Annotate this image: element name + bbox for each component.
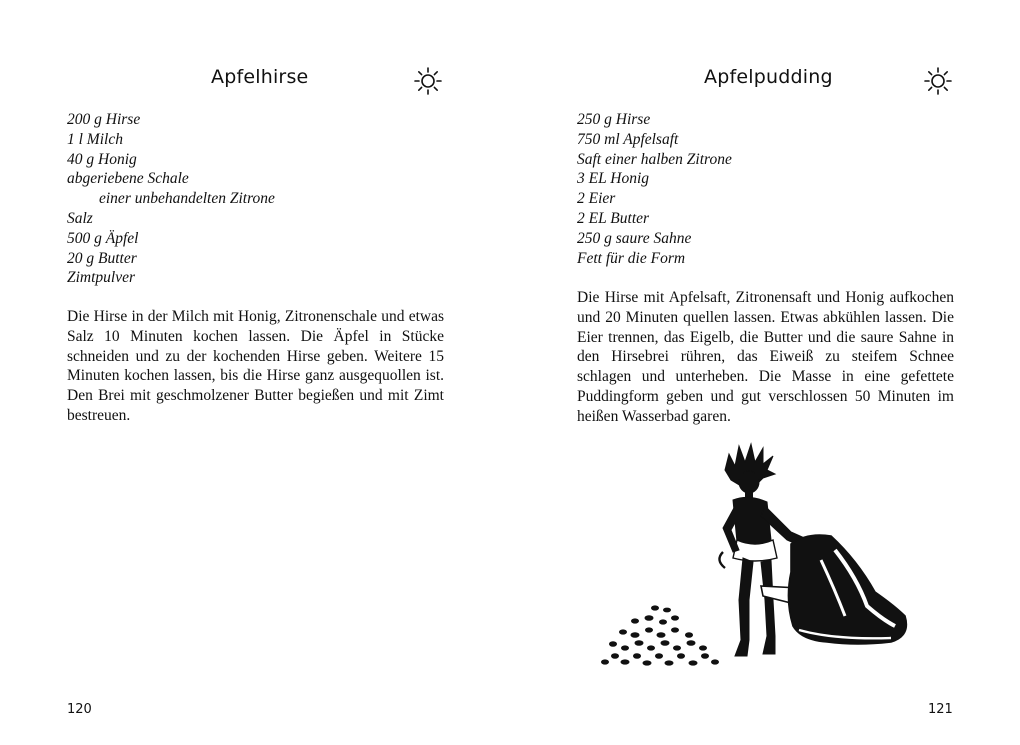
ingredient-list bbox=[577, 110, 732, 268]
ingredient-list bbox=[67, 110, 275, 288]
right-page bbox=[510, 0, 1020, 745]
ingredient-item: 750 ml Apfelsaft bbox=[577, 130, 679, 148]
ingredient-item: Salz bbox=[67, 209, 93, 227]
grain-pile bbox=[601, 605, 719, 665]
sun-icon bbox=[413, 66, 443, 96]
ingredient-item: 2 Eier bbox=[577, 190, 616, 208]
ingredient-item: abgeriebene Schale bbox=[67, 170, 189, 188]
person-pouring-grain-illustration bbox=[595, 440, 915, 672]
ingredient-item: 500 g Äpfel bbox=[67, 229, 139, 247]
ingredient-item: Saft einer halben Zitrone bbox=[577, 150, 732, 168]
ingredient-item: 1 l Milch bbox=[67, 130, 123, 148]
ingredient-item: 200 g Hirse bbox=[67, 111, 141, 128]
ingredient-item: 20 g Butter bbox=[67, 249, 137, 267]
recipe-instructions: Die Hirse in der Milch mit Honig, Zitronenschale und etwas Salz 10 Minuten kochen lassen. Die Äpfel in Stücke schneiden und zu der kochenden Hirse geben. Weitere 15 Minuten kochen lassen, bis die Hirse ganz ausgequollen ist. Den Brei mit geschmolzener Butter begießen und mit Zimt bestreuen. bbox=[67, 308, 444, 424]
page-number: 121 bbox=[928, 702, 953, 717]
grain-sack bbox=[788, 535, 906, 644]
ingredient-item: einer unbehandelten Zitrone bbox=[99, 190, 275, 208]
ingredient-item: Fett für die Form bbox=[577, 249, 686, 267]
ingredient-item: Zimtpulver bbox=[67, 269, 136, 287]
recipe-title: Apfelpudding bbox=[704, 66, 833, 88]
recipe-instructions: Die Hirse mit Apfelsaft, Zitronensaft und Honig aufkochen und 20 Minuten quellen lassen. Etwas abkühlen lassen. Die Eier trennen, das Eigelb, die Butter und die saure Sahne in den Hirsebrei rühren, das Eiweiß zu steifem Schnee schlagen und unterheben. Die Masse in eine gefettete Puddingform geben und gut verschlossen 50 Minuten im heißen Wasserbad garen. bbox=[577, 289, 954, 425]
ingredient-item: 250 g saure Sahne bbox=[577, 229, 692, 247]
sun-icon bbox=[923, 66, 953, 96]
ingredient-item: 40 g Honig bbox=[67, 150, 137, 168]
ingredient-item: 250 g Hirse bbox=[577, 111, 651, 128]
page-number: 120 bbox=[67, 702, 92, 717]
recipe-title: Apfelhirse bbox=[211, 66, 309, 88]
ingredient-item: 3 EL Honig bbox=[577, 170, 650, 188]
ingredient-item: 2 EL Butter bbox=[577, 209, 650, 227]
